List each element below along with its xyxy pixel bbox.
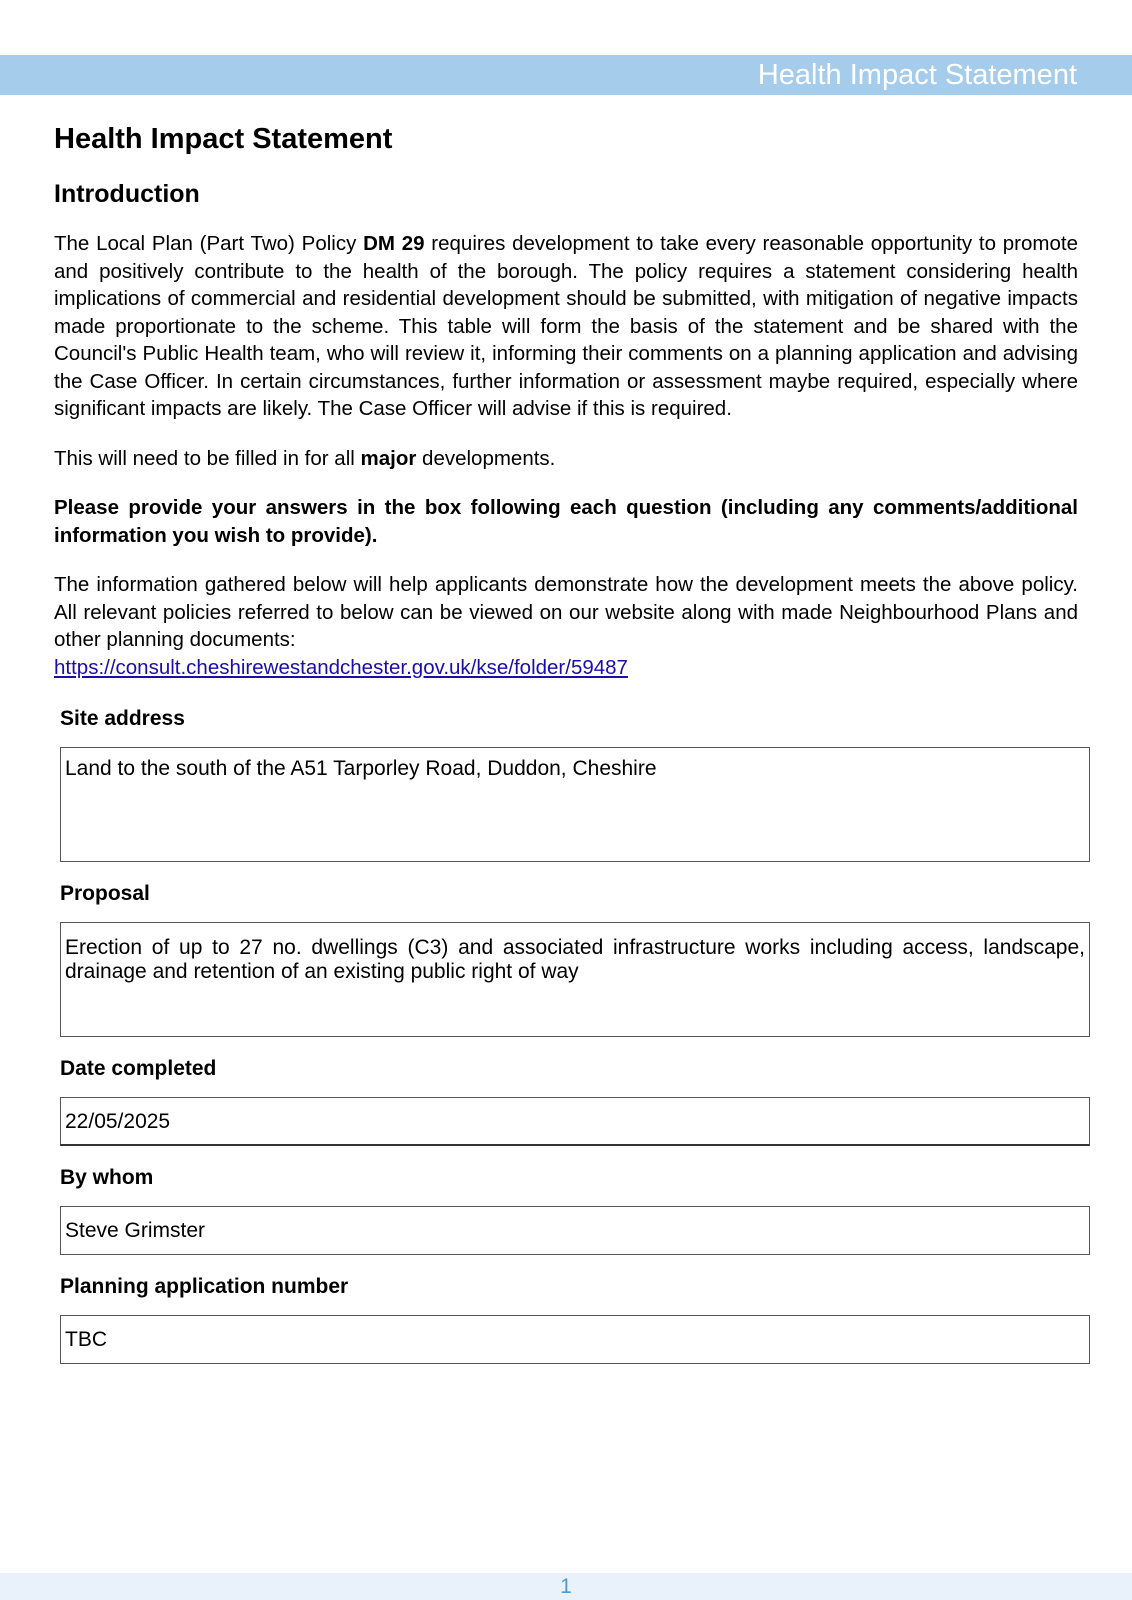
info-text: The information gathered below will help applicants demonstrate how the development meets the above policy. All relevant policies referred to below can be viewed on our website along with made Neighbourhood Plans and other planning documents: [54,573,1078,651]
by-whom-label: By whom [60,1166,154,1189]
page-content [54,120,1085,1364]
date-completed-field [60,1055,1090,1146]
major-emphasis: major [360,446,417,470]
application-number-box[interactable]: TBC [60,1315,1090,1364]
policy-reference: DM 29 [363,232,425,255]
proposal-box[interactable]: Erection of up to 27 no. dwellings (C3) and associated infrastructure works including access, landscape, drainage and retention of an existing public right of way [60,922,1090,1037]
instruction-paragraph: Please provide your answers in the box following each question (including any comments/additional information you wish to provide). [54,496,1078,547]
info-paragraph [54,571,1078,681]
footer-bar [0,1573,1132,1600]
intro-paragraph [54,230,1078,423]
policies-link[interactable]: https://consult.cheshirewestandchester.gov.uk/kse/folder/59487 [54,655,628,679]
by-whom-box[interactable]: Steve Grimster [60,1206,1090,1255]
header-bar [0,55,1132,95]
site-address-box[interactable]: Land to the south of the A51 Tarporley Road, Duddon, Cheshire [60,747,1090,862]
intro-text-end: requires development to take every reasonable opportunity to promote and positively contribute to the health of the borough. The policy requires a statement considering health implications of commercial and residential development should be submitted, with mitigation of negative impacts made proportionate to the scheme. This table will form the basis of the statement and be shared with the Council's Public Health team, who will review it, informing their comments on a planning application and advising the Case Officer. In certain circumstances, further information or assessment maybe required, especially where significant impacts are likely. The Case Officer will advise if this is required. [54,232,1078,420]
major-note-start: This will need to be filled in for all [54,446,361,470]
by-whom-field [60,1164,1090,1255]
date-completed-label: Date completed [60,1057,217,1080]
major-note [54,445,1078,473]
date-completed-box[interactable]: 22/05/2025 [60,1097,1090,1146]
site-address-label: Site address [60,707,185,730]
intro-text-start: The Local Plan (Part Two) Policy [54,232,364,255]
document-title: Health Impact Statement [54,123,393,155]
application-number-field [60,1273,1090,1364]
application-number-label: Planning application number [60,1275,349,1298]
site-address-field [60,705,1090,862]
proposal-field [60,880,1090,1037]
proposal-label: Proposal [60,882,150,905]
section-heading: Introduction [54,180,200,208]
major-note-end: developments. [416,446,556,470]
page-number: 1 [560,1575,572,1598]
running-header-title: Health Impact Statement [757,59,1077,91]
